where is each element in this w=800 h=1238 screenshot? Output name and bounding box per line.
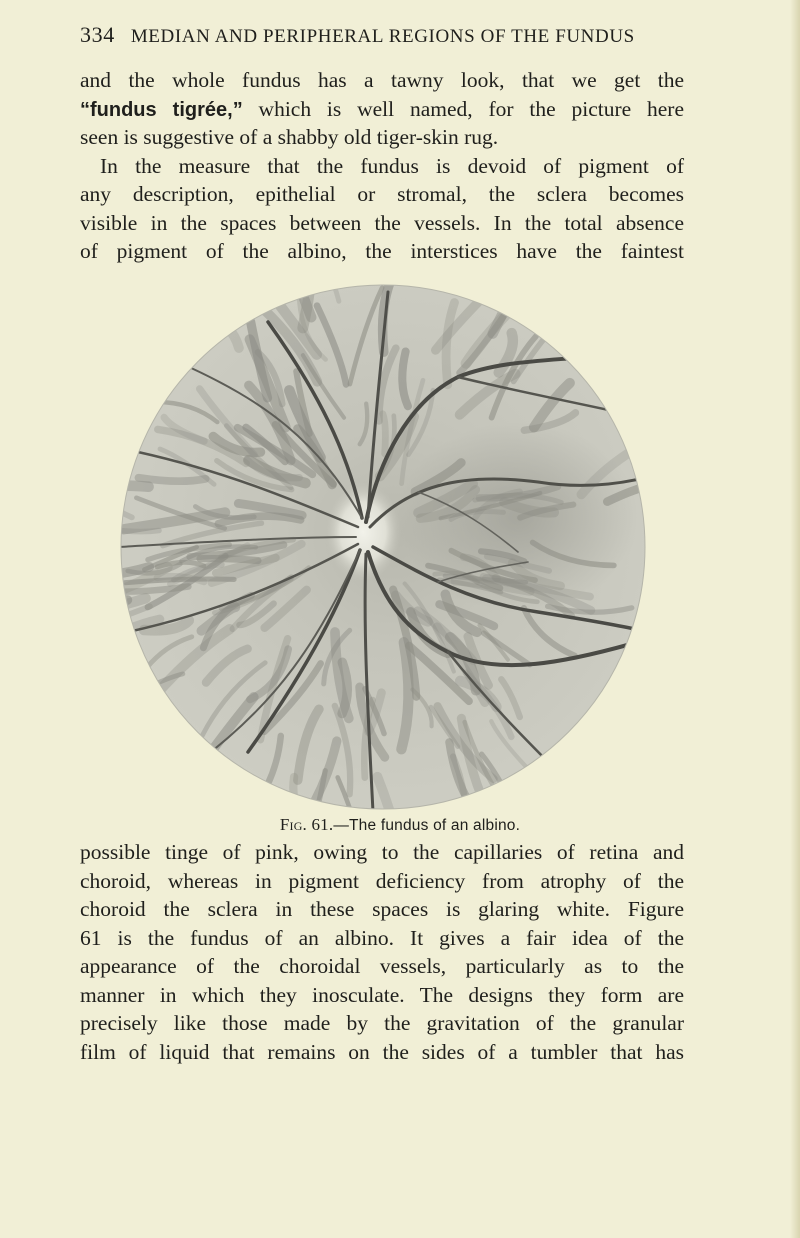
text-line	[80, 95, 684, 124]
text-line: 61 is the fundus of an albino. It gives a fair idea of the	[80, 925, 684, 950]
choroidal-vessel	[118, 485, 149, 486]
text-line: In the measure that the fundus is devoid of pigment of	[100, 153, 684, 178]
choroidal-vessel	[138, 478, 205, 482]
text-line: film of liquid that remains on the sides of a tumbler that has	[80, 1039, 684, 1064]
figure-label: Fig. 61.	[279, 815, 334, 834]
body-text-top	[80, 66, 684, 266]
choroidal-vessel	[303, 282, 311, 328]
fundus-illustration	[118, 282, 648, 812]
fundus-figure	[118, 282, 648, 812]
page-number: 334	[80, 22, 115, 47]
text-line: any description, epithelial or stromal, the sclera becomes	[80, 182, 684, 206]
text-line: and the whole fundus has a tawny look, that we get the	[80, 68, 684, 92]
figure-caption	[80, 815, 720, 835]
text-line: possible tinge of pink, owing to the capillaries of retina and	[80, 840, 684, 864]
text-line: appearance of the choroidal vessels, particularly as to the	[80, 954, 684, 978]
text-line: of pigment of the albino, the interstices have the faintest	[80, 239, 684, 263]
text-line: choroid, whereas in pigment deficiency from atrophy of the	[80, 868, 684, 893]
term-fundus-tigree: “fundus tigrée,”	[80, 98, 243, 121]
text-line: visible in the spaces between the vessels. In the total absence	[80, 210, 684, 235]
text-line: precisely like those made by the gravitation of the granular	[80, 1011, 684, 1035]
text-line-rest: which is well named, for the picture here	[242, 96, 685, 121]
running-head	[80, 22, 720, 50]
macula-region	[398, 422, 638, 612]
choroidal-vessel	[118, 429, 125, 468]
text-line: seen is suggestive of a shabby old tiger-skin rug.	[80, 125, 499, 149]
page-edge	[790, 0, 800, 1238]
running-title: MEDIAN AND PERIPHERAL REGIONS OF THE FUNDUS	[130, 26, 635, 47]
figure-caption-text: —The fundus of an albino.	[333, 817, 521, 834]
text-line: manner in which they inosculate. The designs they form are	[80, 982, 684, 1007]
optic-disc	[325, 482, 401, 582]
text-line: choroid the sclera in these spaces is glaring white. Figure	[80, 897, 684, 921]
body-text-bottom	[80, 838, 684, 1066]
choroidal-vessel	[383, 414, 386, 454]
